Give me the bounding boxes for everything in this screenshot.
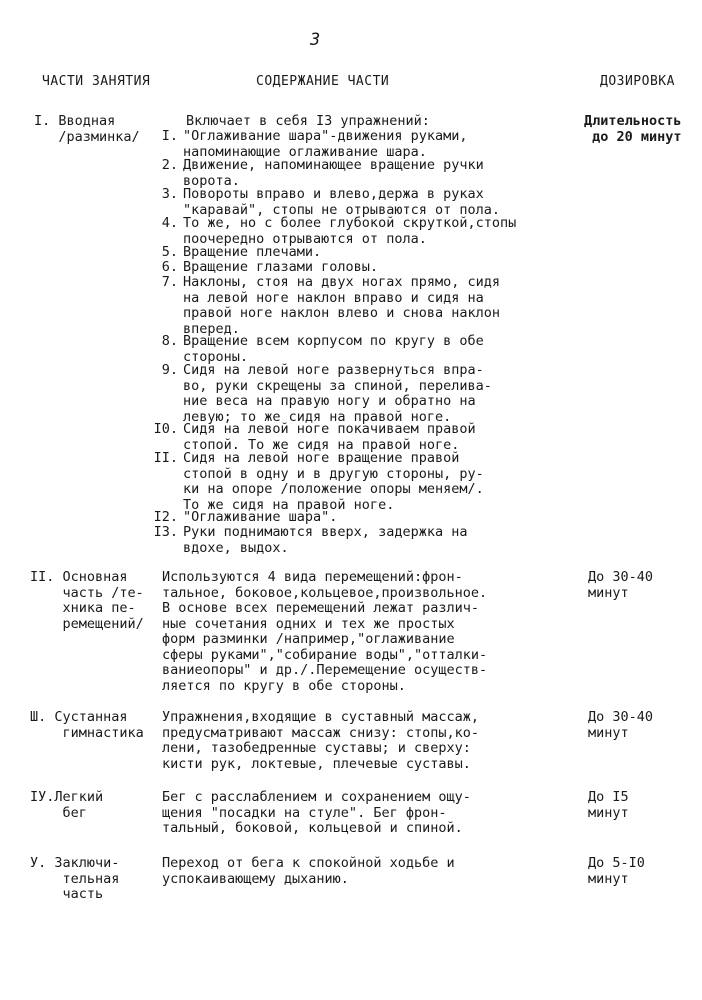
item-number: I. (161, 128, 178, 144)
item-number: 3. (161, 186, 178, 202)
list-item: Сидя на левой ноге вращение правой стопой в одну и в другую стороны, ру- ки на опоре /положение опоры меняем/. То же сидя на правой ноге. (183, 450, 484, 513)
item-number: I0. (153, 421, 178, 437)
list-item: То же, но с более глубокой скруткой,стопы поочередно отрываются от пола. (183, 215, 517, 247)
item-number: 6. (161, 259, 178, 275)
section-title: I. Вводная /разминка/ (34, 113, 140, 145)
item-number: 4. (161, 215, 178, 231)
section-dosage: Длительность до 20 минут (584, 113, 682, 145)
section-dosage: До 5-I0 минут (588, 855, 645, 887)
item-number: 7. (161, 274, 178, 290)
section-text: Упражнения,входящие в суставный массаж, предусматривают массаж снизу: стопы,ко- лени, тазобедренные суставы; и сверху: кисти рук, локтевые, плечевые суставы. (162, 709, 479, 772)
list-item: Наклоны, стоя на двух ногах прямо, сидя на левой ноге наклон вправо и сидя на правой ноге наклон влево и снова наклон вперед. (183, 274, 500, 337)
page-number: 3 (310, 30, 321, 50)
item-number: 8. (161, 333, 178, 349)
section-intro-text: Включает в себя I3 упражнений: (186, 113, 430, 129)
item-number: II. (153, 450, 178, 466)
item-number: I3. (153, 524, 178, 540)
section-title: IУ.Легкий бег (30, 789, 104, 821)
item-number: 5. (161, 244, 178, 260)
list-item: Вращение глазами головы. (183, 259, 379, 275)
header-parts: ЧАСТИ ЗАНЯТИЯ (42, 74, 151, 89)
section-title: Ш. Сустанная гимнастика (30, 709, 144, 741)
section-text: Бег с расслаблением и сохранением ощу- щения "посадки на стуле". Бег фрон- тальный, боковой, кольцевой и спиной. (162, 789, 471, 836)
section-dosage: До I5 минут (588, 789, 629, 821)
section-title: У. Заключи- тельная часть (30, 855, 120, 902)
list-item: Вращение всем корпусом по кругу в обе стороны. (183, 333, 484, 365)
item-number: I2. (153, 509, 178, 525)
section-text: Используются 4 вида перемещений:фрон- тальное, боковое,кольцевое,произвольное. В основе всех перемещений лежат различ- ные сочетания одних и тех же простых форм разминки /например,"оглаживание сферы руками","собирание воды","отталки- ваниеопоры" и др./.Перемещение осуществ- ляется по кругу в обе стороны. (162, 569, 488, 694)
item-number: 9. (161, 362, 178, 378)
list-item: Вращение плечами. (183, 244, 322, 260)
list-item: Повороты вправо и влево,держа в руках "каравай", стопы не отрываются от пола. (183, 186, 500, 218)
list-item: "Оглаживание шара". (183, 509, 338, 525)
list-item: Движение, напоминающее вращение ручки ворота. (183, 157, 484, 189)
header-content: СОДЕРЖАНИЕ ЧАСТИ (256, 74, 390, 89)
item-number: 2. (161, 157, 178, 173)
list-item: "Оглаживание шара"-движения руками, напоминающие оглаживание шара. (183, 128, 468, 160)
section-title: II. Основная часть /те- хника пе- ремещений/ (30, 569, 144, 632)
section-dosage: До 30-40 минут (588, 569, 654, 601)
header-dosage: ДОЗИРОВКА (600, 74, 675, 89)
list-item: Сидя на левой ноге развернуться впра- во, руки скрещены за спиной, перелива- ние веса на правую ногу и обратно на левую; то же сидя на правой ноге. (183, 362, 492, 425)
section-dosage: До 30-40 минут (588, 709, 654, 741)
list-item: Руки поднимаются вверх, задержка на вдохе, выдох. (183, 524, 468, 556)
section-text: Переход от бега к спокойной ходьбе и успокаивающему дыханию. (162, 855, 455, 887)
list-item: Сидя на левой ноге покачиваем правой стопой. То же сидя на правой ноге. (183, 421, 476, 453)
